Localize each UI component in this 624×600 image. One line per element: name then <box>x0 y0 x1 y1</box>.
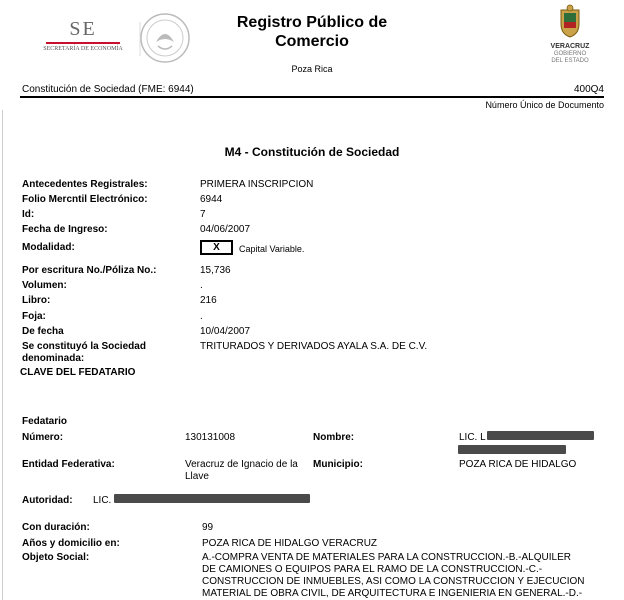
libro-label: Libro: <box>22 295 51 306</box>
fedatario-heading: Fedatario <box>22 416 68 427</box>
fecha-ingreso-value: 04/06/2007 <box>200 224 251 235</box>
registry-title <box>200 13 424 51</box>
entidad-value-line1: Veracruz de Ignacio de la <box>185 459 298 470</box>
folio-label: Folio Mercntil Electrónico: <box>22 194 148 205</box>
volumen-value: . <box>200 280 203 291</box>
constituyo-label-line2: denominada: <box>22 353 85 364</box>
veracruz-logo <box>540 4 600 66</box>
se-logo-subtitle: SECRETARÍA DE ECONOMÍA <box>43 46 123 52</box>
escritura-label: Por escritura No./Póliza No.: <box>22 265 157 276</box>
mexico-seal-icon <box>136 12 194 64</box>
objeto-line1: A.-COMPRA VENTA DE MATERIALES PARA LA CONSTRUCCION.-B.-ALQUILER <box>202 552 571 563</box>
nombre-redaction-2 <box>458 445 566 454</box>
numero-label: Número: <box>22 432 64 443</box>
foja-label: Foja: <box>22 311 46 322</box>
doc-bar-rule <box>20 96 604 98</box>
document-code: 400Q4 <box>573 84 604 95</box>
section-title: M4 - Constitución de Sociedad <box>224 145 400 159</box>
autoridad-label: Autoridad: <box>22 495 73 506</box>
de-fecha-value: 10/04/2007 <box>200 326 251 337</box>
constituyo-value: TRITURADOS Y DERIVADOS AYALA S.A. DE C.V. <box>200 341 428 352</box>
registry-title-line1: Registro Público de <box>236 14 388 31</box>
domicilio-value: POZA RICA DE HIDALGO VERACRUZ <box>202 538 378 549</box>
autoridad-value: LIC. <box>93 495 112 506</box>
entidad-value-line2: Llave <box>185 471 209 482</box>
foja-value: . <box>200 311 203 322</box>
clave-fedatario-label: CLAVE DEL FEDATARIO <box>20 367 136 378</box>
veracruz-logo-title: VERACRUZ <box>550 43 590 50</box>
modalidad-label: Modalidad: <box>22 242 75 253</box>
municipio-value: POZA RICA DE HIDALGO <box>459 459 577 470</box>
modalidad-value: Capital Variable. <box>239 244 305 254</box>
de-fecha-label: De fecha <box>22 326 64 337</box>
objeto-line3: CONSTRUCCION DE INMUEBLES, ASI COMO LA CONSTRUCCION Y EJECUCION <box>202 576 585 587</box>
folio-value: 6944 <box>200 194 223 205</box>
document-type: Constitución de Sociedad (FME: 6944) <box>22 84 194 95</box>
modalidad-check-mark: X <box>213 242 220 253</box>
objeto-label: Objeto Social: <box>22 552 90 563</box>
constituyo-label-line1: Se constituyó la Sociedad <box>22 341 146 352</box>
escritura-value: 15,736 <box>200 265 231 276</box>
nombre-value: LIC. L <box>459 432 486 443</box>
autoridad-redaction <box>114 494 310 503</box>
se-logo-text: SE <box>69 18 97 40</box>
se-logo <box>38 18 128 54</box>
municipio-label: Municipio: <box>313 459 363 470</box>
veracruz-logo-sub1: GOBIERNO <box>553 51 587 57</box>
fecha-ingreso-label: Fecha de Ingreso: <box>22 224 108 235</box>
id-label: Id: <box>22 209 35 220</box>
volumen-label: Volumen: <box>22 280 67 291</box>
objeto-line2: DE CAMIONES O EQUIPOS PARA EL RAMO DE LA CONSTRUCCION.-C.- <box>202 564 543 575</box>
se-logo-rule <box>46 42 120 44</box>
objeto-line4: MATERIAL DE OBRA CIVIL, DE ARQUITECTURA E INGENIERIA EN GENERAL.-D.- <box>202 588 583 599</box>
numero-value: 130131008 <box>185 432 236 443</box>
veracruz-shield-icon <box>558 4 582 38</box>
registry-title-line2: Comercio <box>275 33 349 50</box>
duracion-value: 99 <box>202 522 214 533</box>
registry-city: Poza Rica <box>291 64 333 74</box>
libro-value: 216 <box>200 295 217 306</box>
veracruz-logo-sub2: DEL ESTADO <box>551 58 589 64</box>
duracion-label: Con duración: <box>22 522 90 533</box>
id-value: 7 <box>200 209 206 220</box>
page-edge <box>2 110 3 600</box>
antecedentes-value: PRIMERA INSCRIPCION <box>200 179 314 190</box>
entidad-label: Entidad Federativa: <box>22 459 115 470</box>
nombre-label: Nombre: <box>313 432 355 443</box>
antecedentes-label: Antecedentes Registrales: <box>22 179 148 190</box>
document-number-label: Número Único de Documento <box>485 100 604 110</box>
modalidad-checkbox <box>200 240 233 255</box>
nombre-redaction <box>487 431 594 440</box>
domicilio-label: Años y domicilio en: <box>22 538 120 549</box>
